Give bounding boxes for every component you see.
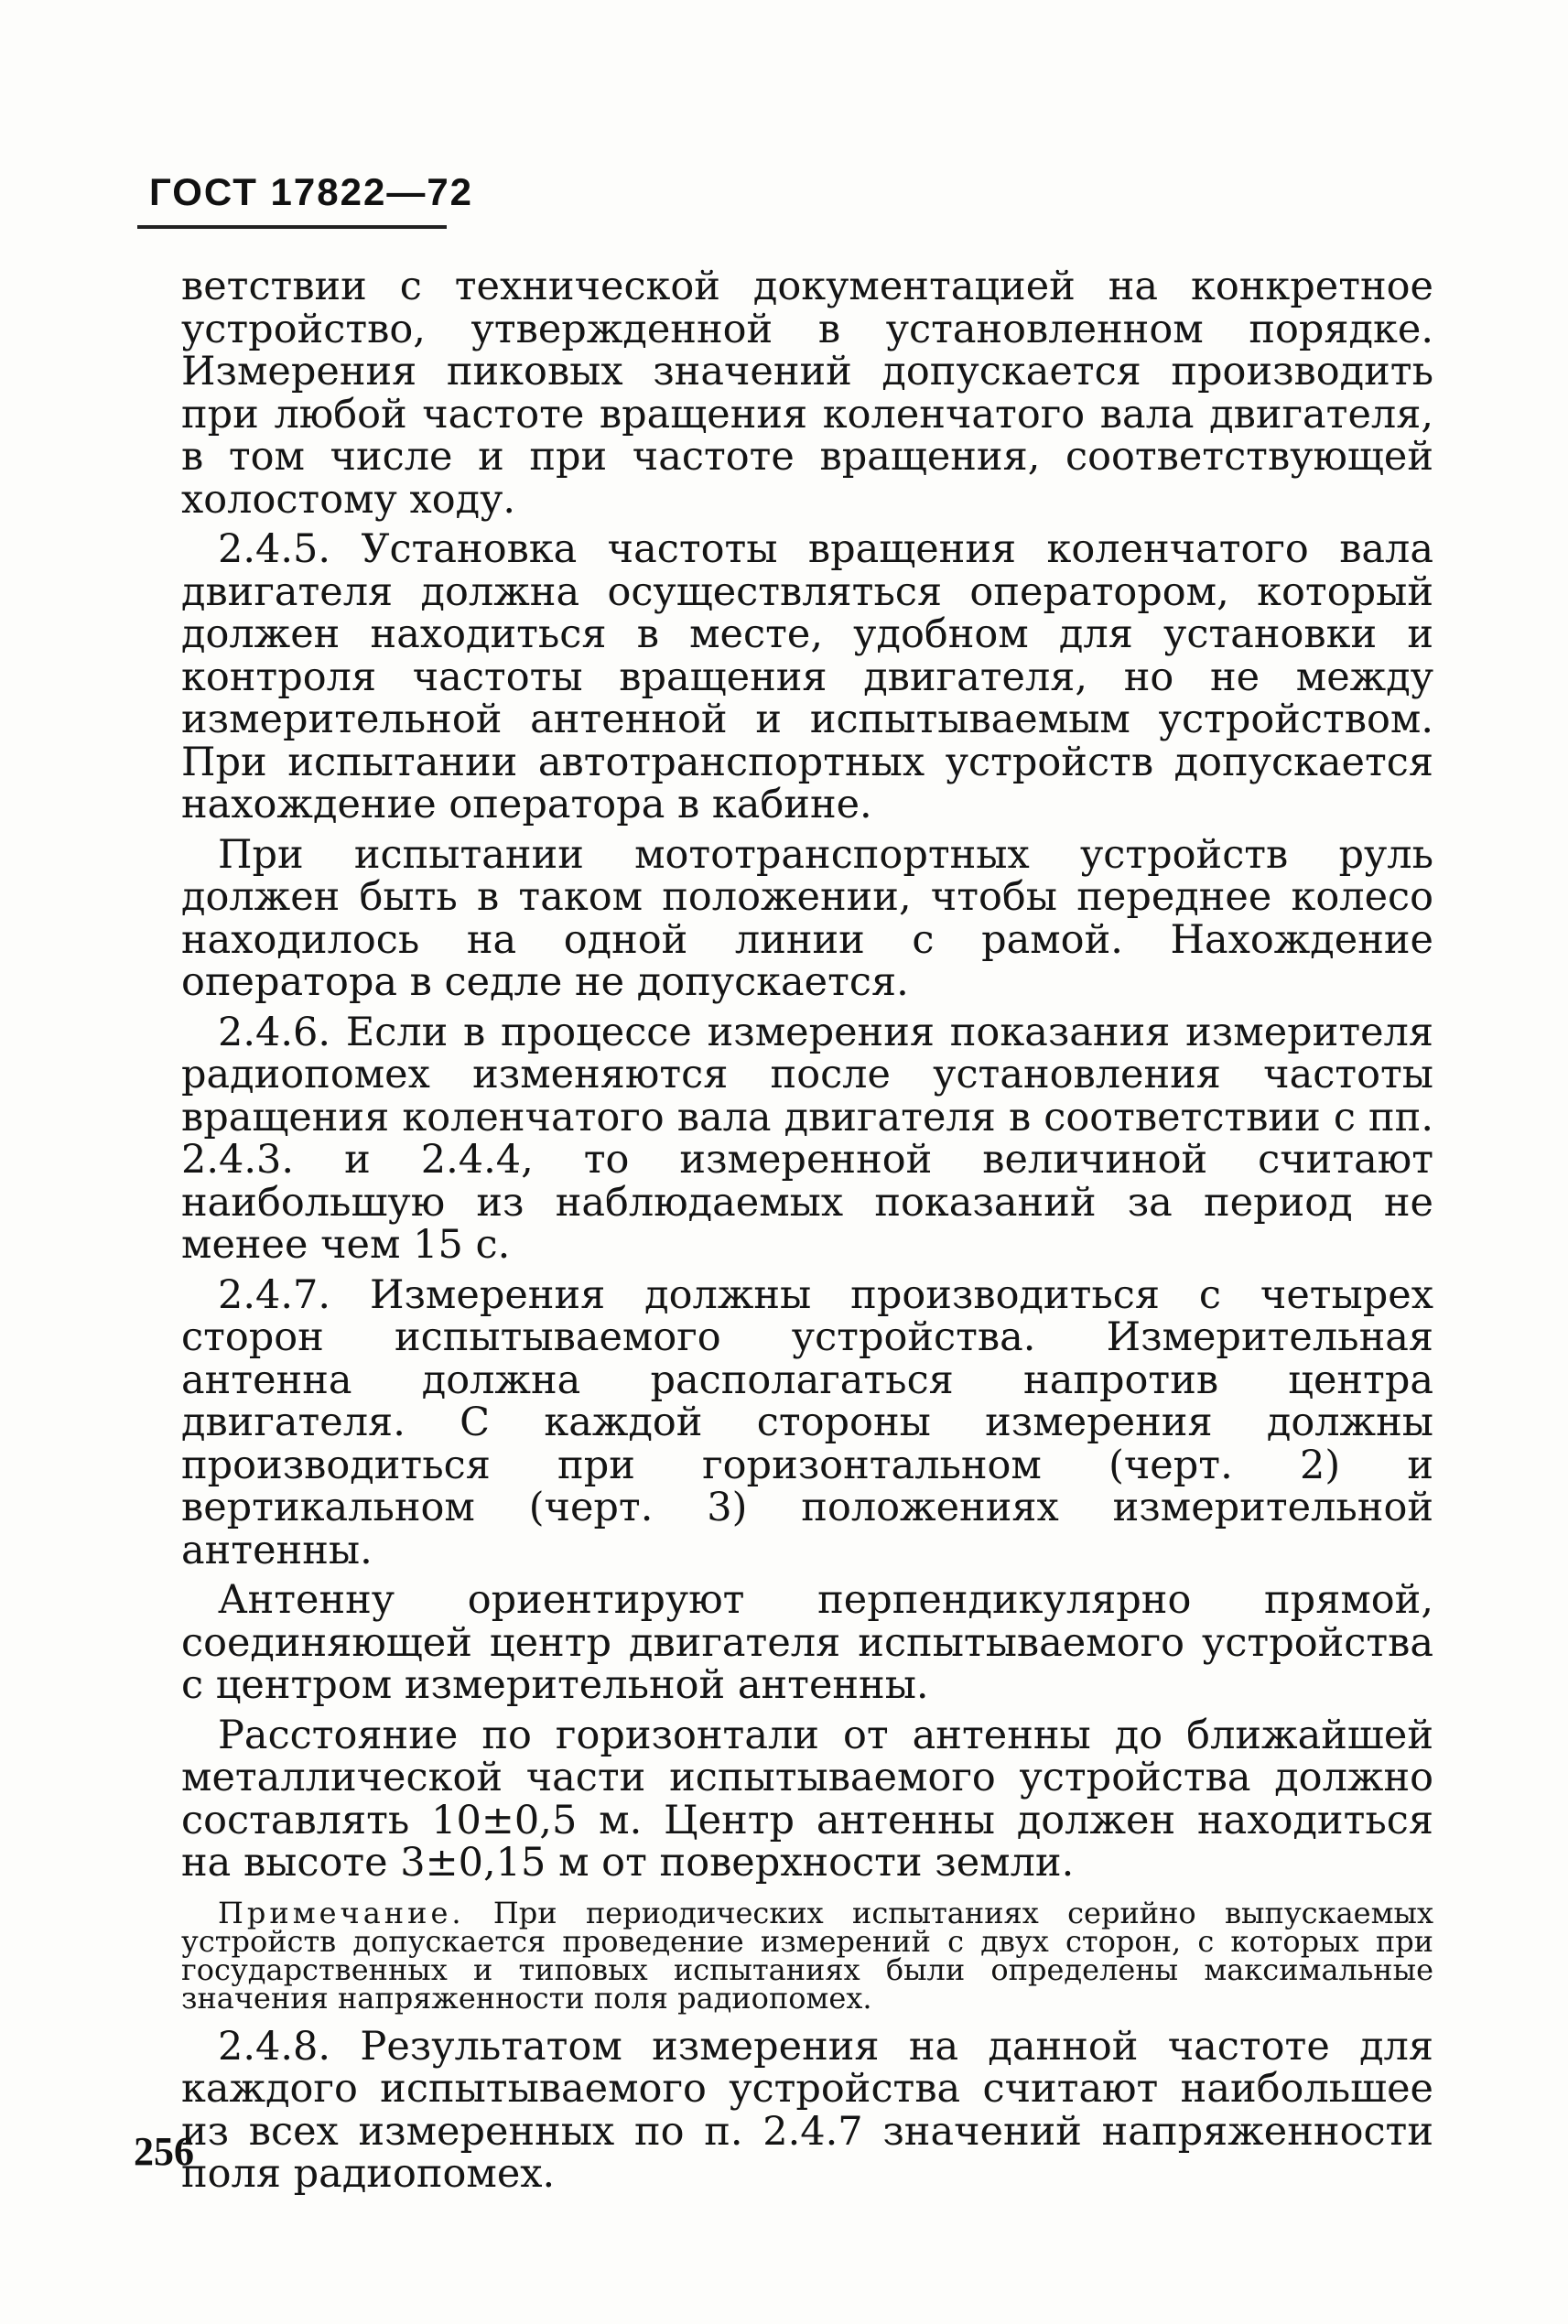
paragraph-2-4-8: 2.4.8. Результатом измерения на данной частоте для каждого испытываемого устройства считают наибольшее из всех измеренных по п. 2.4.7 значений напряженности поля радиопомех. [181,2023,1433,2197]
paragraph-2-4-6: 2.4.6. Если в процессе измерения показания измерителя радиопомех изменяются после установления частоты вращения коленчатого вала двигателя в соответствии с пп. 2.4.3. и 2.4.4, то измеренной величиной считают наибольшую из наблюдаемых показаний за период не менее чем 15 с. [181,1009,1433,1268]
body-text [181,265,1433,2196]
note-text: При периодических испытаниях серийно выпускаемых устройств допускается проведение измерений с двух сторон, с которых при государственных и типовых испытаниях были определены максимальные значения напряженности поля радиопомех. [181,1895,1434,2016]
page-number: 256 [134,2129,194,2174]
paragraph-antenna-orientation: Антенну ориентируют перпендикулярно прямой, соединяющей центр двигателя испытываемого устройства с центром измерительной антенны. [181,1577,1433,1708]
note-label: Примечание. [218,1895,465,1930]
header-rule [137,225,447,229]
paragraph-moto-steering: При испытании мототранспортных устройств руль должен быть в таком положении, чтобы переднее колесо находилось на одной линии с рамой. Нахождение оператора в седле не допускается. [181,831,1433,1005]
paragraph-continuation: ветствии с технической документацией на конкретное устройство, утвержденной в установленном порядке. Измерения пиковых значений допускается производить при любой частоте вращения коленчатого вала двигателя, в том числе и при частоте вращения, соответствующей холостому ходу. [181,264,1433,523]
paragraph-2-4-5: 2.4.5. Установка частоты вращения коленчатого вала двигателя должна осуществляться оператором, который должен находиться в месте, удобном для установки и контроля частоты вращения двигателя, но не между измерительной антенной и испытываемым устройством. При испытании автотранспортных устройств допускается нахождение оператора в кабине. [181,526,1433,827]
running-header: ГОСТ 17822—72 [149,170,474,213]
paragraph-antenna-distance: Расстояние по горизонтали от антенны до ближайшей металлической части испытываемого устройства должно составлять 10±0,5 м. Центр антенны должен находиться на высоте 3±0,15 м от поверхности земли. [181,1712,1433,1886]
note [181,1895,1434,2016]
paragraph-2-4-7: 2.4.7. Измерения должны производиться с четырех сторон испытываемого устройства. Измерительная антенна должна располагаться напротив центра двигателя. С каждой стороны измерения должны производиться при горизонтальном (черт. 2) и вертикальном (черт. 3) положениях измерительной антенны. [181,1271,1433,1573]
